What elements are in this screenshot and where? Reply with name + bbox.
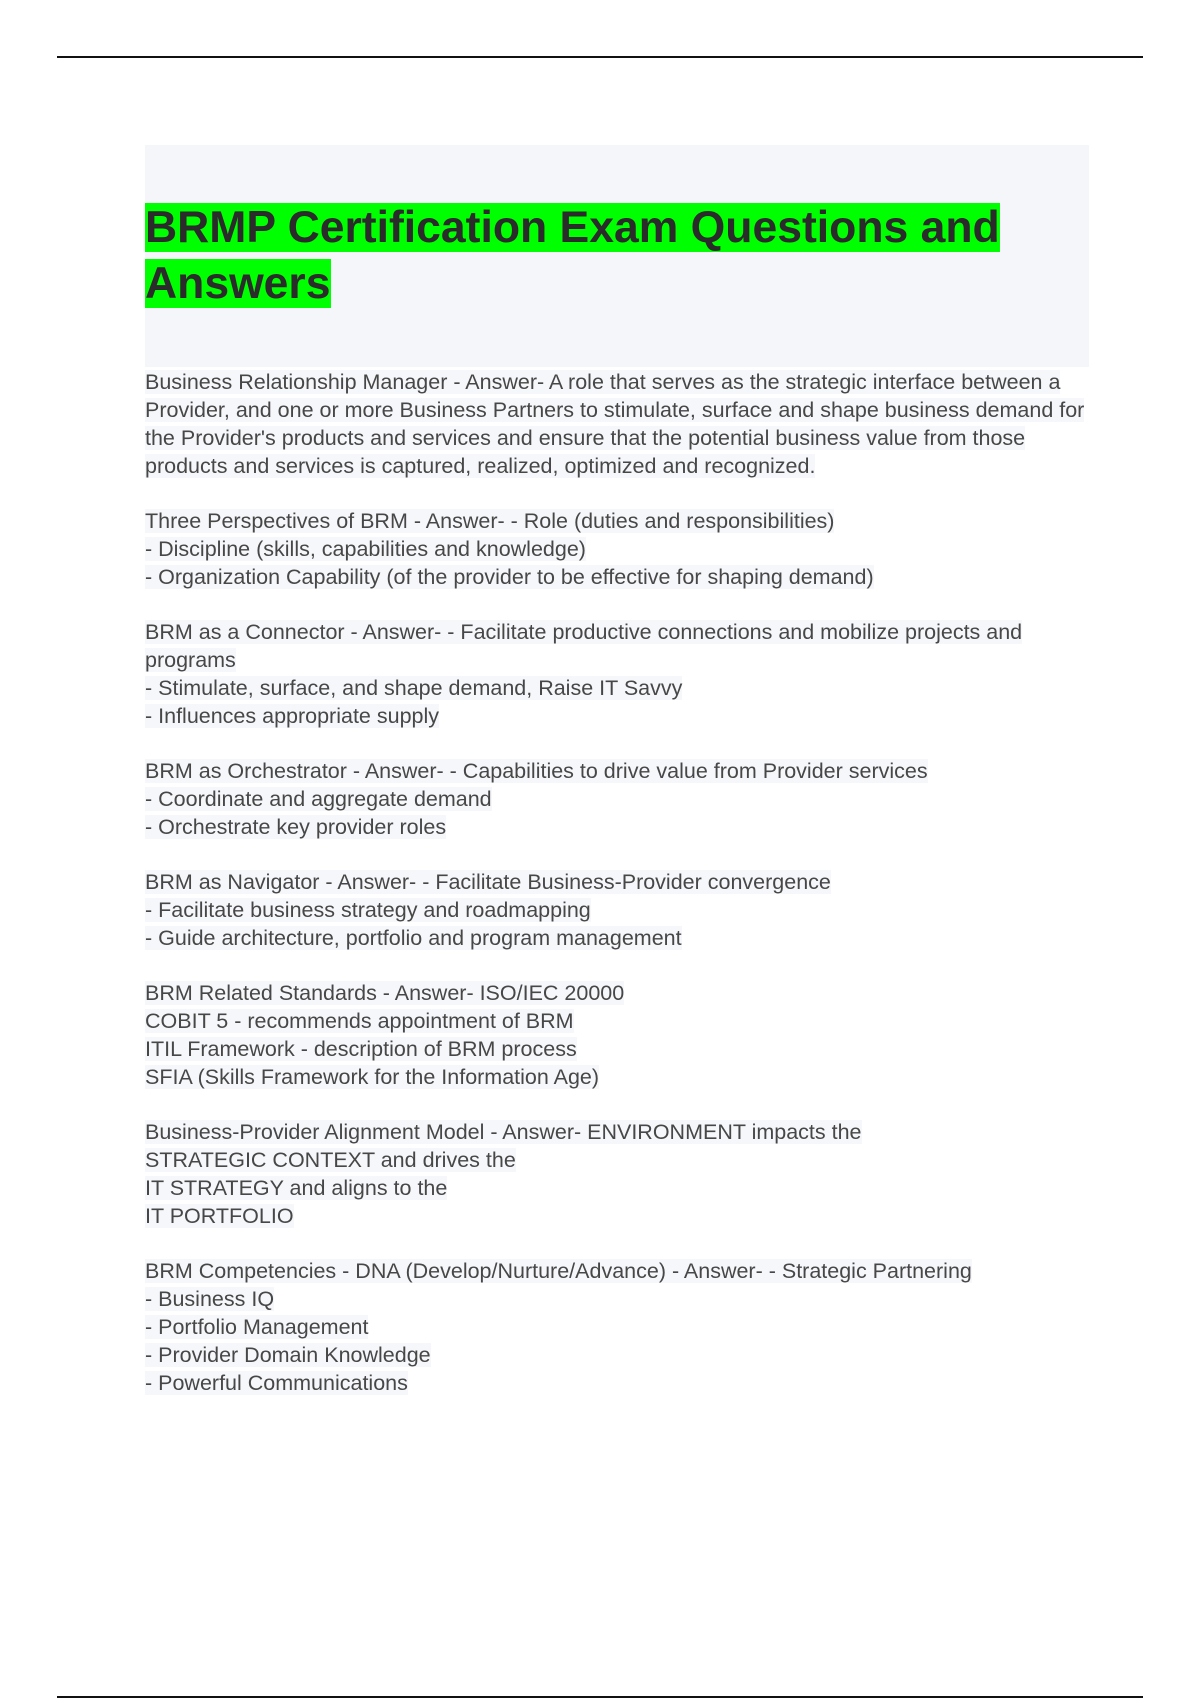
qa-line: STRATEGIC CONTEXT and drives the bbox=[145, 1148, 516, 1172]
qa-line: BRM Competencies - DNA (Develop/Nurture/Advance) - Answer- - Strategic Partnering bbox=[145, 1259, 972, 1283]
qa-text: Business Relationship Manager - Answer- A role that serves as the strategic interface between a Provider, and one or more Business Partners to stimulate, surface and shape business demand for the Provider's products and services and ensure that the potential business value from those products and services is captured, realized, optimized and recognized. bbox=[145, 370, 1085, 478]
bottom-rule bbox=[57, 1696, 1143, 1698]
qa-line: - Business IQ bbox=[145, 1287, 275, 1311]
qa-line: BRM as a Connector - Answer- - Facilitate productive connections and mobilize projects and programs bbox=[145, 620, 1023, 672]
qa-line: - Coordinate and aggregate demand bbox=[145, 787, 492, 811]
qa-line: - Influences appropriate supply bbox=[145, 704, 440, 728]
document-title bbox=[145, 200, 1075, 312]
qa-line: COBIT 5 - recommends appointment of BRM bbox=[145, 1009, 574, 1033]
qa-entry-4 bbox=[145, 757, 1095, 841]
qa-entry-6 bbox=[145, 979, 1095, 1091]
qa-line: - Provider Domain Knowledge bbox=[145, 1343, 431, 1367]
qa-line: - Stimulate, surface, and shape demand, Raise IT Savvy bbox=[145, 676, 683, 700]
qa-entry-7 bbox=[145, 1118, 1095, 1230]
qa-entry-3 bbox=[145, 618, 1095, 730]
qa-line: ITIL Framework - description of BRM process bbox=[145, 1037, 577, 1061]
qa-list bbox=[145, 368, 1095, 1424]
qa-line: - Orchestrate key provider roles bbox=[145, 815, 447, 839]
qa-line: - Powerful Communications bbox=[145, 1371, 408, 1395]
qa-line: IT PORTFOLIO bbox=[145, 1204, 294, 1228]
qa-line: BRM as Orchestrator - Answer- - Capabilities to drive value from Provider services bbox=[145, 759, 928, 783]
qa-line: BRM as Navigator - Answer- - Facilitate Business-Provider convergence bbox=[145, 870, 831, 894]
qa-line: - Discipline (skills, capabilities and knowledge) bbox=[145, 537, 586, 561]
qa-line: Business-Provider Alignment Model - Answer- ENVIRONMENT impacts the bbox=[145, 1120, 862, 1144]
qa-entry-2 bbox=[145, 507, 1095, 591]
qa-entry-1 bbox=[145, 368, 1095, 480]
qa-line: SFIA (Skills Framework for the Information Age) bbox=[145, 1065, 600, 1089]
qa-line: - Organization Capability (of the provider to be effective for shaping demand) bbox=[145, 565, 874, 589]
document-title-text: BRMP Certification Exam Questions and Answers bbox=[145, 203, 1000, 308]
qa-line: - Guide architecture, portfolio and program management bbox=[145, 926, 682, 950]
top-rule bbox=[57, 56, 1143, 58]
qa-entry-8 bbox=[145, 1257, 1095, 1397]
qa-line: - Portfolio Management bbox=[145, 1315, 369, 1339]
qa-line: IT STRATEGY and aligns to the bbox=[145, 1176, 448, 1200]
qa-line: Three Perspectives of BRM - Answer- - Role (duties and responsibilities) bbox=[145, 509, 835, 533]
qa-line: BRM Related Standards - Answer- ISO/IEC 20000 bbox=[145, 981, 625, 1005]
qa-line: - Facilitate business strategy and roadmapping bbox=[145, 898, 591, 922]
qa-entry-5 bbox=[145, 868, 1095, 952]
